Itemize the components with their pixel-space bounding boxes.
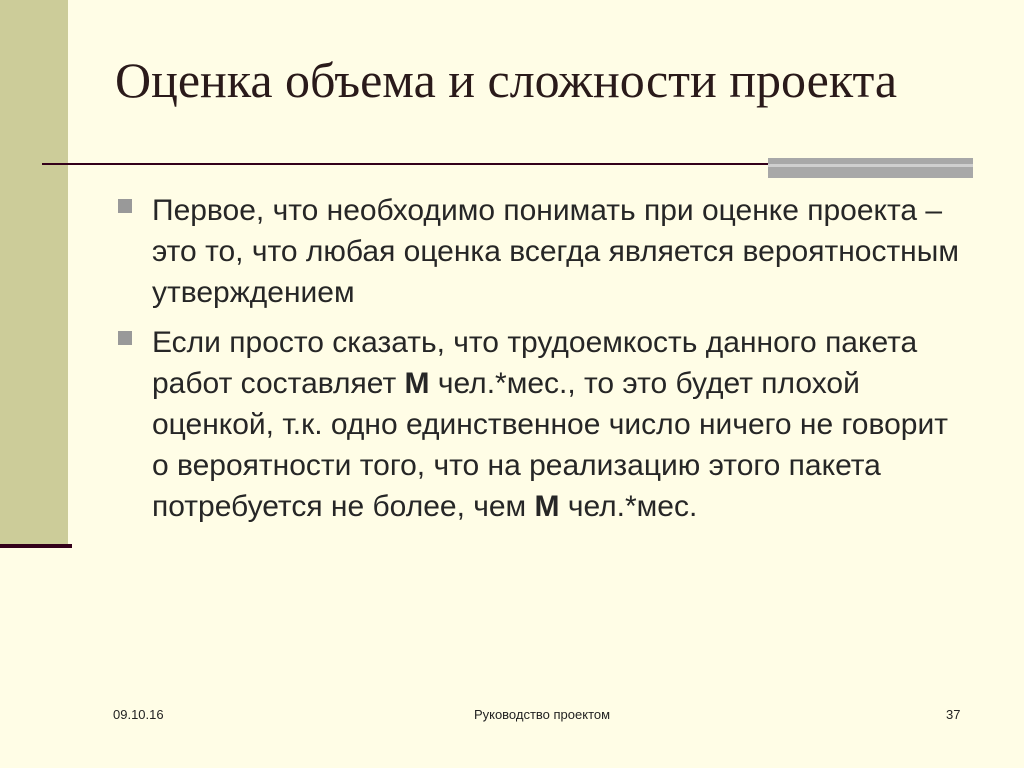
bullet-text-part: Если просто сказать, что трудоемкость данного пакета работ составляет [152, 326, 918, 400]
footer-title: Руководство проектом [473, 707, 611, 722]
bullet-bold-value: М [404, 367, 430, 400]
square-bullet-icon [118, 199, 132, 213]
bullet-text-part: чел.*мес., то это будет плохой оценкой, т.к. одно единственное число ничего не говорит о вероятности того, что на реализацию этого пакета потребуется не более, чем [152, 367, 948, 523]
bullet-text-part: чел.*мес. [559, 490, 698, 523]
title-accent-bar [768, 158, 973, 178]
slide-title: Оценка объема и сложности проекта [115, 52, 898, 108]
left-decor-rule [0, 544, 72, 548]
square-bullet-icon [118, 331, 132, 345]
footer-date: 09.10.16 [113, 707, 164, 722]
bullet-list [115, 190, 965, 536]
page-number: 37 [946, 707, 961, 722]
bullet-item [115, 322, 965, 527]
left-decor-band [0, 0, 68, 546]
bullet-text: Первое, что необходимо понимать при оценке проекта – это то, что любая оценка всегда является вероятностным утверждением [152, 194, 959, 309]
bullet-bold-value: М [534, 490, 560, 523]
bullet-item [115, 190, 965, 313]
